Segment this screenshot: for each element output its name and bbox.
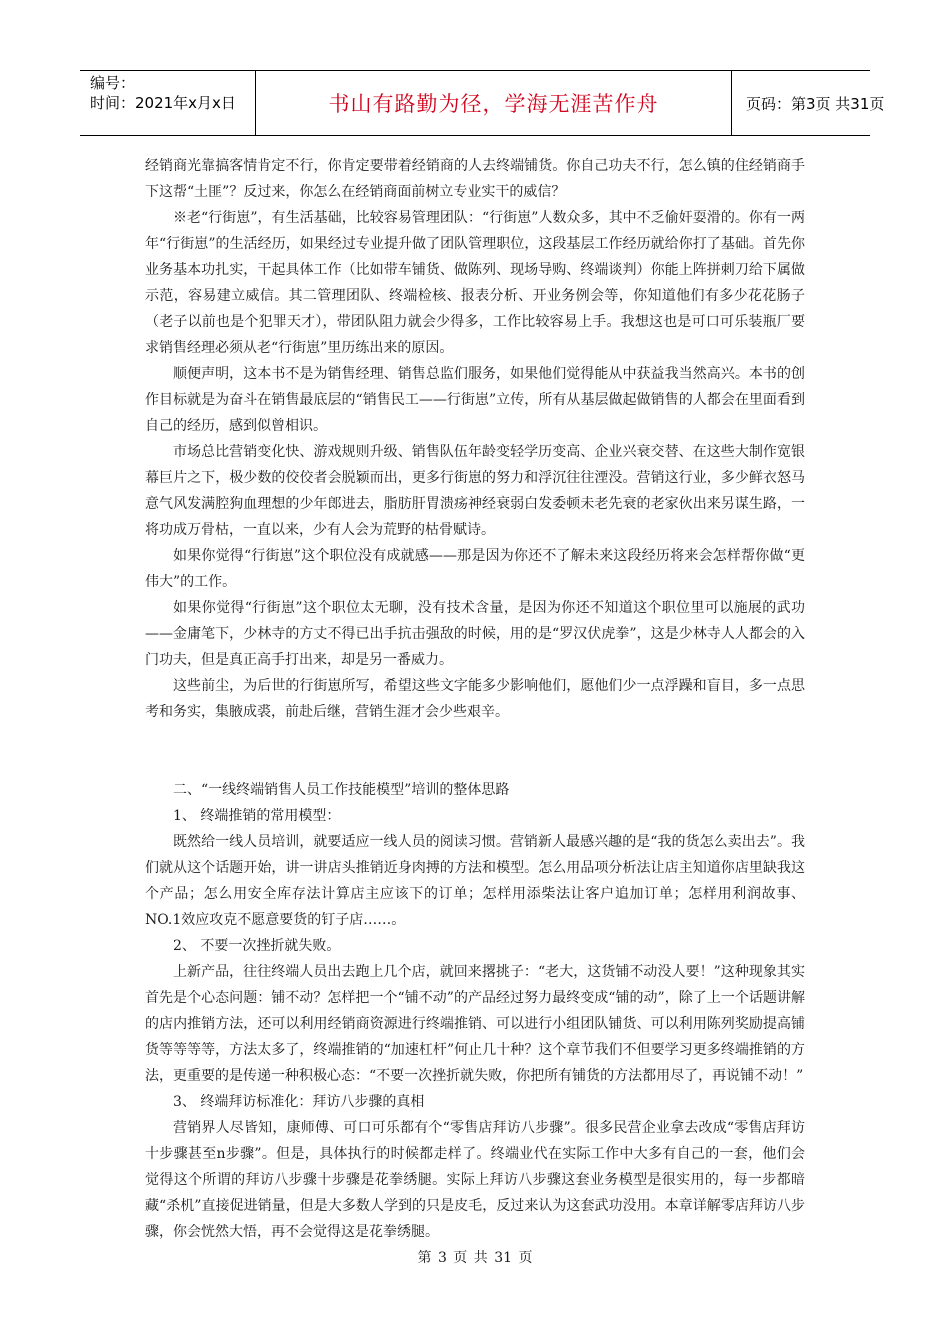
section-spacer	[145, 725, 805, 777]
header-table	[80, 70, 885, 136]
item-text-1: 既然给一线人员培训，就要适应一线人员的阅读习惯。营销新人最感兴趣的是“我的货怎么卖出去”。我们就从这个话题开始，讲一讲店头推销近身肉搏的方法和模型。怎么用品项分析法让店主知道你店里缺我这个产品；怎么用安全库存法计算店主应该下的订单；怎样用添柴法让客户追加订单；怎样用利润故事、NO.1效应攻克不愿意要货的钉子店……。	[145, 834, 805, 928]
paragraph: 如果你觉得“行街崽”这个职位太无聊，没有技术含量，是因为你还不知道这个职位里可以施展的武功——金庸笔下，少林寺的方丈不得已出手抗击强敌的时候，用的是“罗汉伏虎拳”，这是少林寺人人都会的入门功夫，但是真正高手打出来，却是另一番威力。	[145, 600, 805, 668]
item-text-2: 上新产品，往往终端人员出去跑上几个店，就回来撂挑子：“老大，这货铺不动没人要！”这种现象其实首先是个心态问题：铺不动？怎样把一个“铺不动”的产品经过努力最终变成“铺的动”，除了上一个话题讲解的店内推销方法，还可以利用经销商资源进行终端推销、可以进行小组团队铺货、可以利用陈列奖励提高铺货等等等等，方法太多了，终端推销的“加速杠杆”何止几十种？这个章节我们不但要学习更多终端推销的方法，更重要的是传递一种积极心态：“不要一次挫折就失败，你把所有铺货的方法都用尽了，再说铺不动！”	[145, 964, 805, 1084]
document-time-label: 时间：2021年x月x日	[90, 94, 236, 112]
item-heading-2: 2、 不要一次挫折就失败。	[173, 938, 341, 954]
header-meta-cell	[80, 71, 256, 135]
paragraph: 顺便声明，这本书不是为销售经理、销售总监们服务，如果他们觉得能从中获益我当然高兴。本书的创作目标就是为奋斗在销售最底层的“销售民工——行街崽”立传，所有从基层做起做销售的人都会在里面看到自己的经历，感到似曾相识。	[145, 366, 805, 434]
header-page-number: 页码：第3页 共31页	[746, 94, 885, 113]
document-body	[145, 153, 805, 1245]
paragraph: 如果你觉得“行街崽”这个职位没有成就感——那是因为你还不了解未来这段经历将来会怎样帮你做“更伟大”的工作。	[145, 548, 805, 590]
paragraph: 经销商光靠搞客情肯定不行，你肯定要带着经销商的人去终端铺货。你自己功夫不行，怎么镇的住经销商手下这帮“土匪”？反过来，你怎么在经销商面前树立专业实干的威信？	[145, 158, 805, 200]
paragraph: ※老“行街崽”，有生活基础，比较容易管理团队：“行街崽”人数众多，其中不乏偷奸耍滑的。你有一两年“行街崽”的生活经历，如果经过专业提升做了团队管理职位，这段基层工作经历就给你打了基础。首先你业务基本功扎实，干起具体工作（比如带车铺货、做陈列、现场导购、终端谈判）你能上阵拼刺刀给下属做示范，容易建立威信。其二管理团队、终端检核、报表分析、开业务例会等，你知道他们有多少花花肠子（老子以前也是个犯罪天才），带团队阻力就会少得多，工作比较容易上手。我想这也是可口可乐装瓶厂要求销售经理必须从老“行街崽”里历练出来的原因。	[145, 210, 805, 356]
item-text-3: 营销界人尽皆知，康师傅、可口可乐都有个“零售店拜访八步骤”。很多民营企业拿去改成“零售店拜访十步骤甚至n步骤”。但是，具体执行的时候都走样了。终端业代在实际工作中大多有自己的一套，他们会觉得这个所谓的拜访八步骤十步骤是花拳绣腿。实际上拜访八步骤这套业务模型是很实用的，每一步都暗藏“杀机”直接促进销量，但是大多数人学到的只是皮毛，反过来认为这套武功没用。本章详解零店拜访八步骤，你会恍然大悟，再不会觉得这是花拳绣腿。	[145, 1120, 805, 1240]
item-heading-1: 1、 终端推销的常用模型：	[173, 808, 341, 824]
item-heading-3: 3、 终端拜访标准化：拜访八步骤的真相	[173, 1094, 425, 1110]
document-number-label: 编号：	[90, 74, 136, 92]
paragraph: 市场总比营销变化快、游戏规则升级、销售队伍年龄变轻学历变高、企业兴衰交替、在这些大制作宽银幕巨片之下，极少数的佼佼者会脱颖而出，更多行街崽的努力和浮沉往往湮没。营销这行业，多少鲜衣怒马意气风发满腔狗血理想的少年郎进去，脂肪肝胃溃疡神经衰弱白发委顿未老先衰的老家伙出来另谋生路，一将功成万骨枯，一直以来，少有人会为荒野的枯骨赋诗。	[145, 444, 805, 538]
header-motto: 书山有路勤为径，学海无涯苦作舟	[256, 71, 732, 135]
page-footer: 第 3 页 共 31 页	[417, 1250, 533, 1266]
section-heading: 二、“一线终端销售人员工作技能模型”培训的整体思路	[173, 782, 510, 798]
paragraph: 这些前尘，为后世的行街崽所写，希望这些文字能多少影响他们，愿他们少一点浮躁和盲目，多一点思考和务实，集腋成裘，前赴后继，营销生涯才会少些艰辛。	[145, 678, 805, 720]
